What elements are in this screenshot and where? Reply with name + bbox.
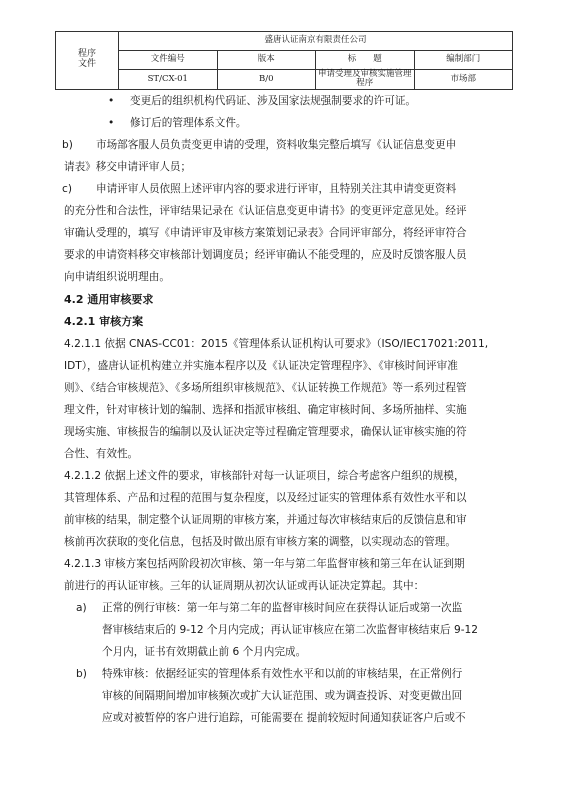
- item-b-line2: 请表》移交申请评审人员；: [64, 161, 192, 173]
- sub-item-a: [64, 597, 504, 663]
- para-line: 现场实施、审核报告的编制以及认证决定等过程确定管理要求，确保认证审核实施的符: [64, 426, 467, 438]
- col-title: 标 题: [316, 51, 415, 70]
- bullet-dot-icon: •: [108, 117, 115, 129]
- item-c-line1: 申请评审人员依照上述评审内容的要求进行评审，且特别关注其申请变更资料: [96, 183, 457, 195]
- doc-no: ST/CX-01: [119, 70, 218, 90]
- para-line: 4.2.1.1 依据 CNAS-CC01：2015《管理体系认证机构认可要求》（ISO/IEC17021:2011,: [64, 338, 489, 350]
- paragraph-4213: [64, 553, 504, 597]
- item-b-line1: 市场部客服人员负责变更申请的受理，资料收集完整后填写《认证信息变更申: [96, 139, 457, 151]
- para-line: 前审核的结果，制定整个认证周期的审核方案，并通过每次审核结束后的反馈信息和审: [64, 514, 467, 526]
- sub-item-b: [64, 663, 504, 729]
- col-dept: 编制部门: [414, 51, 513, 70]
- col-version: 版本: [217, 51, 316, 70]
- para-line: 其管理体系、产品和过程的范围与复杂程度，以及经过证实的管理体系有效性水平和以: [64, 492, 467, 504]
- para-line: 前进行的再认证审核。三年的认证周期从初次认证或再认证决定算起。其中：: [64, 580, 425, 592]
- bullet-text: 修订后的管理体系文件。: [130, 117, 247, 129]
- item-marker: b): [62, 139, 73, 151]
- bullet-text: 变更后的组织机构代码证、涉及国家法规强制要求的许可证。: [130, 95, 417, 107]
- sub-line: 督审核结束后的 9-12 个月内完成；再认证审核应在第二次监督审核结束后 9-12: [102, 624, 478, 636]
- version: B/0: [217, 70, 316, 90]
- header-table: [55, 31, 513, 90]
- para-line: 理文件，针对审核计划的编制、选择和指派审核组、确定审核时间、多场所抽样、实施: [64, 404, 467, 416]
- item-c: [64, 178, 504, 288]
- para-line: 合性、有效性。: [64, 448, 139, 460]
- sub-line: 应或对被暂停的客户进行追踪，可能需要在 提前较短时间通知获证客户后或不: [102, 712, 466, 724]
- para-line: 则》、《结合审核规范》、《多场所组织审核规范》、《认证转换工作规范》等一系列过程管: [64, 382, 467, 394]
- item-c-line5: 向申请组织说明理由。: [64, 271, 170, 283]
- sub-line: 个月内，证书有效期截止前 6 个月内完成。: [102, 646, 307, 658]
- sub-line: 审核的间隔期间增加审核频次或扩大认证范围、或为调查投诉、对变更做出回: [102, 690, 463, 702]
- paragraph-4211: [64, 333, 504, 465]
- item-b: [64, 134, 504, 178]
- company-name: 盛唐认证南京有限责任公司: [119, 32, 513, 51]
- item-c-line3: 审确认受理的，填写《申请评审及审核方案策划记录表》合同评审部分，将经评审符合: [64, 227, 467, 239]
- sub-line: 特殊审核：依据经证实的管理体系有效性水平和以前的审核结果，在正常例行: [102, 668, 463, 680]
- section-heading: 4.2 通用审核要求: [64, 293, 154, 306]
- program-file-cell: [56, 32, 119, 90]
- item-marker: a): [76, 602, 87, 614]
- item-marker: b): [76, 668, 87, 680]
- item-c-line4: 要求的申请资料移交审核部计划调度员；经评审确认不能受理的，应及时反馈客服人员: [64, 249, 467, 261]
- program-file-line1: 程序: [77, 49, 96, 60]
- bullet-dot-icon: •: [108, 95, 115, 107]
- subsection-heading: 4.2.1 审核方案: [64, 315, 144, 328]
- sub-line: 正常的例行审核：第一年与第二年的监督审核时间应在获得认证后或第一次监: [102, 602, 463, 614]
- doc-title: 申请受理及审核实施管理程序: [316, 70, 415, 90]
- program-file-line2: 文件: [77, 59, 96, 70]
- bullet-item: [64, 90, 504, 112]
- para-line: IDT），盛唐认证机构建立并实施本程序以及《认证决定管理程序》、《审核时间评审准: [64, 360, 458, 372]
- paragraph-4212: [64, 465, 504, 553]
- document-body: [64, 90, 504, 729]
- bullet-item: [64, 112, 504, 134]
- para-line: 核前再次获取的变化信息，包括及时做出原有审核方案的调整，以实现动态的管理。: [64, 536, 456, 548]
- item-c-line2: 的充分性和合法性，评审结果记录在《认证信息变更申请书》的变更评定意见处。经评: [64, 205, 467, 217]
- item-marker: c): [62, 183, 72, 195]
- para-line: 4.2.1.3 审核方案包括两阶段初次审核、第一年与第二年监督审核和第三年在认证到期: [64, 558, 465, 570]
- dept: 市场部: [414, 70, 513, 90]
- col-doc-no: 文件编号: [119, 51, 218, 70]
- para-line: 4.2.1.2 依据上述文件的要求，审核部针对每一认证项目，综合考虑客户组织的规模，: [64, 470, 465, 482]
